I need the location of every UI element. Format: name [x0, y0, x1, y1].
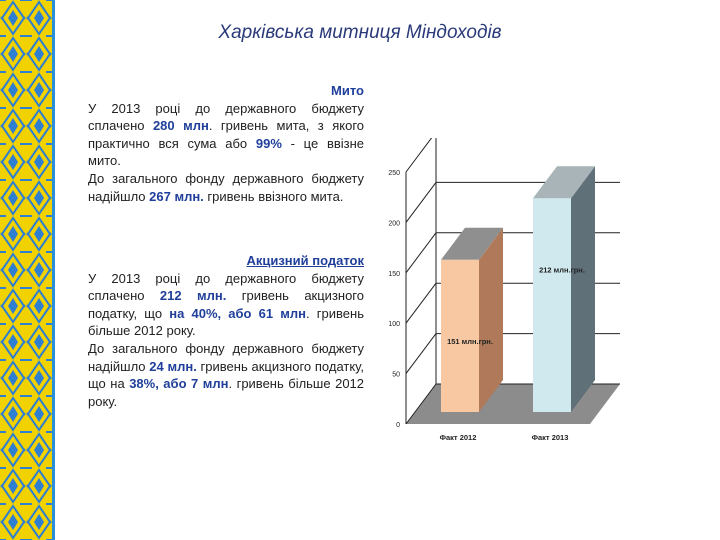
customs-heading: Мито	[331, 83, 364, 98]
excise-section	[88, 252, 364, 410]
excise-paragraph-1: У 2013 році до державного бюджету сплачено 212 млн. гривень акцизного податку, що на 40%, або 61 млн. гривень більше 2012 року.	[88, 270, 364, 339]
bar-chart	[372, 138, 622, 448]
y-tick-label: 100	[388, 321, 400, 329]
gridline-slant	[406, 138, 436, 172]
gridline-slant	[406, 182, 436, 222]
y-tick-label: 50	[392, 371, 400, 379]
page-title: Харківська митниця Міндоходів	[218, 22, 502, 43]
customs-section	[88, 82, 364, 205]
data-label: 151 млн.грн.	[447, 336, 493, 346]
y-tick-label: 250	[388, 170, 400, 177]
y-tick-label: 150	[388, 270, 400, 278]
category-label: Факт 2013	[531, 433, 569, 442]
bar	[533, 198, 571, 412]
gridline-slant	[406, 233, 436, 273]
customs-paragraph-1: У 2013 році до державного бюджету сплачено 280 млн. гривень мита, з якого практично вся сума або 99% - це ввізне мито.	[88, 100, 365, 169]
data-label: 212 млн.грн.	[539, 265, 585, 275]
gridline-slant	[406, 283, 436, 323]
y-tick-label: 0	[396, 422, 400, 429]
chart-floor	[406, 384, 620, 424]
excise-paragraph-2: До загального фонду державного бюджету надійшло 24 млн. гривень акцизного податку, що на 38%, або 7 млн. гривень більше 2012 року.	[88, 340, 365, 409]
gridline-slant	[406, 334, 436, 374]
ornament-border	[0, 0, 52, 540]
y-tick-label: 200	[388, 220, 400, 228]
bar-side	[571, 166, 595, 412]
customs-paragraph-2: До загального фонду державного бюджету надійшло 267 млн. гривень ввізного мита.	[88, 170, 364, 204]
excise-heading: Акцизний податок	[246, 253, 364, 268]
category-label: Факт 2012	[439, 433, 477, 442]
bar-side	[479, 228, 503, 412]
border-divider	[52, 0, 55, 540]
